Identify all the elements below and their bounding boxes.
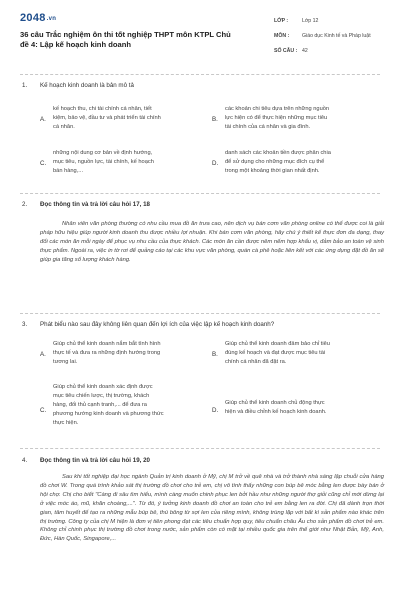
logo-suffix: .vn xyxy=(46,16,57,22)
option-line: để sử dụng cho những mục đích cụ thể xyxy=(225,159,325,165)
option-line: phương hướng kinh doanh và phương thức xyxy=(53,411,164,417)
reading-passage: Nhân viên văn phòng thường có nhu cầu mua đồ ăn trưa cao, nên dịch vụ bán cơm văn phòng online có thể được coi là giải pháp hữu hiệu giúp người kinh doanh thu được nhiều lợi nhuận. Khi bán cơm văn phòng, hãy chú ý thiết kế thực đơn đa dạng, thay đổi các món ăn mỗi ngày để phục vụ nhu cầu của thực khách. Các món ăn cần được nêm nếm hợp khẩu vị, đảm bảo an toàn vệ sinh thực phẩm. Ngoài ra, việc in tờ rơi để quảng cáo tại các khu vực văn phòng, quán cà phê hoặc liên kết với các ứng dụng đặt đồ ăn sẽ giúp gia tăng số lượng khách hàng. xyxy=(40,221,384,263)
option-d-text[interactable] xyxy=(225,149,381,176)
question-number: 1. xyxy=(22,82,28,89)
option-c-text[interactable] xyxy=(53,149,195,176)
section-divider xyxy=(20,74,380,75)
option-line: danh sách các khoản tiền được phân chia xyxy=(225,150,331,156)
question-number: 4. xyxy=(22,457,28,464)
document-header xyxy=(20,10,382,62)
option-letter-b[interactable]: B. xyxy=(212,351,218,358)
option-line: hàng, đối thủ cạnh tranh,... để đưa ra xyxy=(53,402,147,408)
question-text: Đọc thông tin và trả lời câu hỏi 17, 18 xyxy=(40,201,150,208)
document-title xyxy=(20,30,252,50)
option-line: Giúp chủ thể kinh doanh xác định được xyxy=(53,384,153,390)
option-line: tương lai. xyxy=(53,359,78,365)
question-text: Kế hoạch kinh doanh là bản mô tả xyxy=(40,82,134,89)
option-letter-c[interactable]: C. xyxy=(40,407,47,414)
option-letter-a[interactable]: A. xyxy=(40,116,46,123)
logo-main: 2048 xyxy=(20,12,46,24)
document-meta xyxy=(274,13,382,58)
option-letter-d[interactable]: D. xyxy=(212,160,219,167)
section-divider xyxy=(20,313,380,314)
option-line: trong một khoảng thời gian nhất định. xyxy=(225,168,320,174)
option-line: những nội dung cơ bản về định hướng, xyxy=(53,150,153,156)
meta-row-subject xyxy=(274,28,382,43)
option-line: cá nhân. xyxy=(53,124,75,130)
meta-label: SỐ CÂU : xyxy=(274,47,298,54)
meta-label: LỚP : xyxy=(274,17,289,24)
option-d-text[interactable] xyxy=(225,399,381,417)
site-logo[interactable] xyxy=(20,12,56,24)
option-line: chính cá nhân đã đặt ra. xyxy=(225,359,287,365)
option-b-text[interactable] xyxy=(225,105,381,132)
option-line: mục tiêu, nguồn lực, tài chính, kế hoạch xyxy=(53,159,154,165)
option-c-text[interactable] xyxy=(53,383,201,428)
section-divider xyxy=(20,448,380,449)
option-line: hiện và điều chỉnh kế hoạch kinh doanh. xyxy=(225,409,327,415)
option-line: kiệm, bảo vệ, đầu tư và phát triển tài chính xyxy=(53,115,161,121)
option-line: kế hoạch thu, chi tài chính cá nhân, tiết xyxy=(53,106,152,112)
option-a-text[interactable] xyxy=(53,340,201,367)
question-text: Phát biểu nào sau đây không liên quan đến lợi ích của việc lập kế hoạch kinh doanh? xyxy=(40,321,275,328)
document-title-line-1: 36 câu Trắc nghiệm ôn thi tốt nghiệp THPT môn KTPL Chủ xyxy=(20,30,231,39)
reading-passage: Sau khi tốt nghiệp đại học ngành Quản trị kinh doanh ở Mỹ, chị M trở về quê nhà và trở thành nhà sáng lập chuỗi cửa hàng đồ chơi W. Trong quá trình khảo sát thị trường đồ chơi cho trẻ em, chị vô tình thấy những con búp bê móc bằng len được bày bán ở hội chợ. Chị cho biết "Càng đi sâu tìm hiểu, mình càng muốn chinh phục len bởi hầu như những người thợ giỏi cũng chỉ mới dừng lại ở việc móc áo, mũ, khăn choàng,...". Từ đó, ý tưởng kinh doanh đồ chơi an toàn cho trẻ em bằng len ra đời. Chị đã dành trọn thời gian, tâm huyết để tạo ra những mẫu búp bê, thú bông từ sợi len của riêng mình, không trùng lặp với bất kì sản phẩm nào khác trên thị trường. Công ty của chị M hiện là đơn vị tiên phong đạt các tiêu chuẩn hợp quy, tiêu chuẩn châu Âu cho sản phẩm đồ chơi trẻ em. Không chỉ chinh phục thị trường đồ chơi trong nước, sản phẩm còn có mặt tại nhiều quốc gia trên thế giới như Nhật Bản, Mỹ, Anh, Đức, Hàn Quốc, Singapore,... xyxy=(40,474,384,543)
question-text: Đọc thông tin và trả lời câu hỏi 19, 20 xyxy=(40,457,150,464)
document-title-line-2: đề 4: Lập kế hoạch kinh doanh xyxy=(20,40,131,49)
option-line: Giúp chủ thể kinh doanh đảm bảo chỉ tiêu xyxy=(225,341,330,347)
option-line: thực hiện. xyxy=(53,420,79,426)
meta-value: Lớp 12 xyxy=(302,17,319,24)
option-line: tài chính của cá nhân và gia đình. xyxy=(225,124,311,130)
meta-label: MÔN : xyxy=(274,32,290,39)
option-letter-d[interactable]: D. xyxy=(212,407,219,414)
option-line: mục tiêu chiến lược, thị trường, khách xyxy=(53,393,150,399)
option-line: Giúp chủ thể kinh doanh chủ động thực xyxy=(225,400,325,406)
option-letter-a[interactable]: A. xyxy=(40,351,46,358)
option-line: các khoản chi tiêu dựa trên những nguồn xyxy=(225,106,330,112)
meta-row-class xyxy=(274,13,382,28)
option-line: bán hàng,... xyxy=(53,168,84,174)
option-line: thực tế và đưa ra những định hướng trong xyxy=(53,350,161,356)
option-letter-b[interactable]: B. xyxy=(212,116,218,123)
meta-row-question-count xyxy=(274,43,382,58)
option-line: lực hiện có để thực hiện những mục tiêu xyxy=(225,115,328,121)
option-line: Giúp chủ thể kinh doanh nắm bắt tình hình xyxy=(53,341,161,347)
question-number: 2. xyxy=(22,201,28,208)
section-divider xyxy=(20,193,380,194)
meta-value: Giáo dục Kinh tế và Pháp luật xyxy=(302,32,371,39)
option-b-text[interactable] xyxy=(225,340,381,367)
option-letter-c[interactable]: C. xyxy=(40,160,47,167)
option-a-text[interactable] xyxy=(53,105,195,132)
question-number: 3. xyxy=(22,321,28,328)
option-line: đúng kế hoạch và đạt được mục tiêu tài xyxy=(225,350,326,356)
meta-value: 42 xyxy=(302,47,308,54)
